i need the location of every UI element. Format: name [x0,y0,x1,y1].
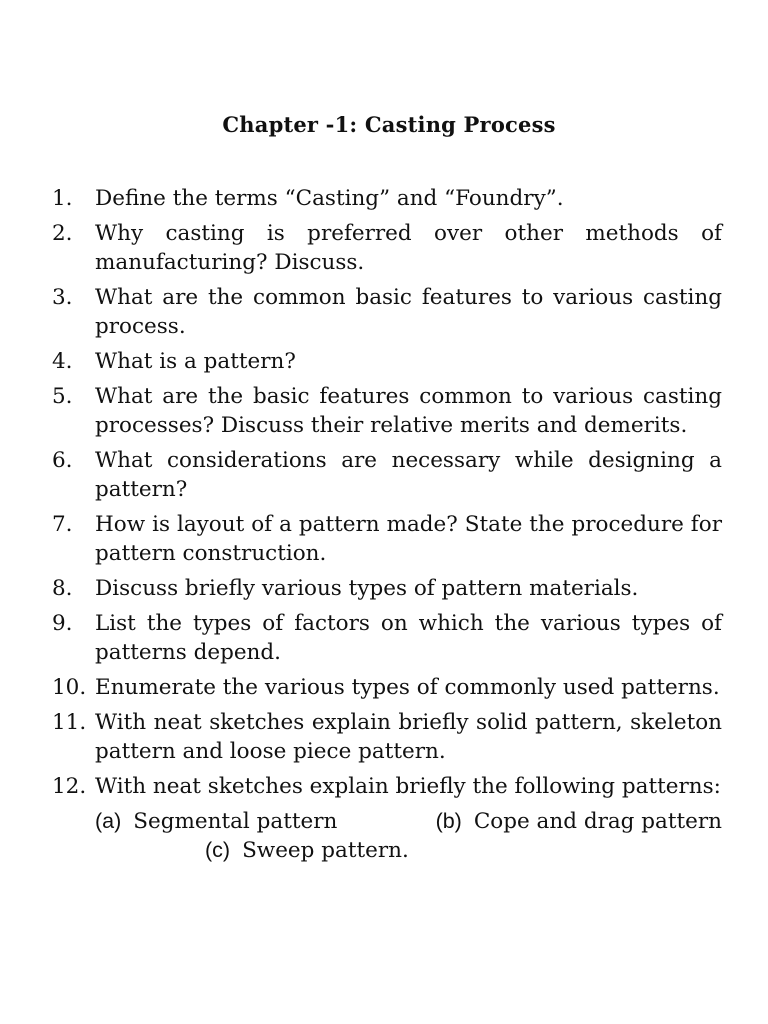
subpart-text: Sweep pattern. [242,838,409,863]
question-text: With neat sketches explain briefly the following patterns: [95,774,721,799]
question-item [52,574,722,603]
question-item [52,510,722,568]
subpart-label: (a) [95,809,122,833]
question-item [52,446,722,504]
question-number: 2. [52,221,73,246]
subpart-row [95,807,722,836]
question-item [52,673,722,702]
question-item [52,347,722,376]
question-number: 6. [52,448,73,473]
chapter-title: Chapter -1: Casting Process [222,112,556,137]
question-number: 4. [52,349,73,374]
question-number: 3. [52,285,73,310]
question-text: Discuss briefly various types of pattern materials. [95,576,639,601]
question-number: 12. [52,774,87,799]
question-text: With neat sketches explain briefly solid pattern, skeleton pattern and loose piece pattern. [95,710,722,764]
question-block [95,772,722,865]
question-number: 1. [52,186,73,211]
question-text: What are the basic features common to various casting processes? Discuss their relative merits and demerits. [95,384,722,438]
subpart-label: (b) [435,809,462,833]
question-list [52,184,722,871]
question-text: List the types of factors on which the various types of patterns depend. [95,611,722,665]
question-item [52,772,722,865]
question-number: 9. [52,611,73,636]
question-number: 10. [52,675,87,700]
question-number: 5. [52,384,73,409]
question-text: What are the common basic features to various casting process. [95,285,722,339]
question-number: 8. [52,576,73,601]
question-item [52,283,722,341]
subpart-c [205,836,409,865]
question-text: How is layout of a pattern made? State the procedure for pattern construction. [95,512,722,566]
subpart-label: (c) [205,838,231,862]
question-text: What considerations are necessary while designing a pattern? [95,448,722,502]
question-number: 11. [52,710,87,735]
subpart-row [95,836,722,865]
question-text: Why casting is preferred over other methods of manufacturing? Discuss. [95,221,722,275]
question-item [52,219,722,277]
question-item [52,184,722,213]
question-number: 7. [52,512,73,537]
subpart-a [95,807,337,836]
question-text: Enumerate the various types of commonly used patterns. [95,675,720,700]
question-item [52,708,722,766]
question-text: What is a pattern? [95,349,296,374]
subpart-text: Cope and drag pattern [473,809,722,834]
subpart-b [436,807,722,836]
question-item [52,382,722,440]
subpart-list [95,807,722,865]
question-text: Define the terms “Casting” and “Foundry”. [95,186,564,211]
subpart-text: Segmental pattern [133,809,338,834]
question-item [52,609,722,667]
